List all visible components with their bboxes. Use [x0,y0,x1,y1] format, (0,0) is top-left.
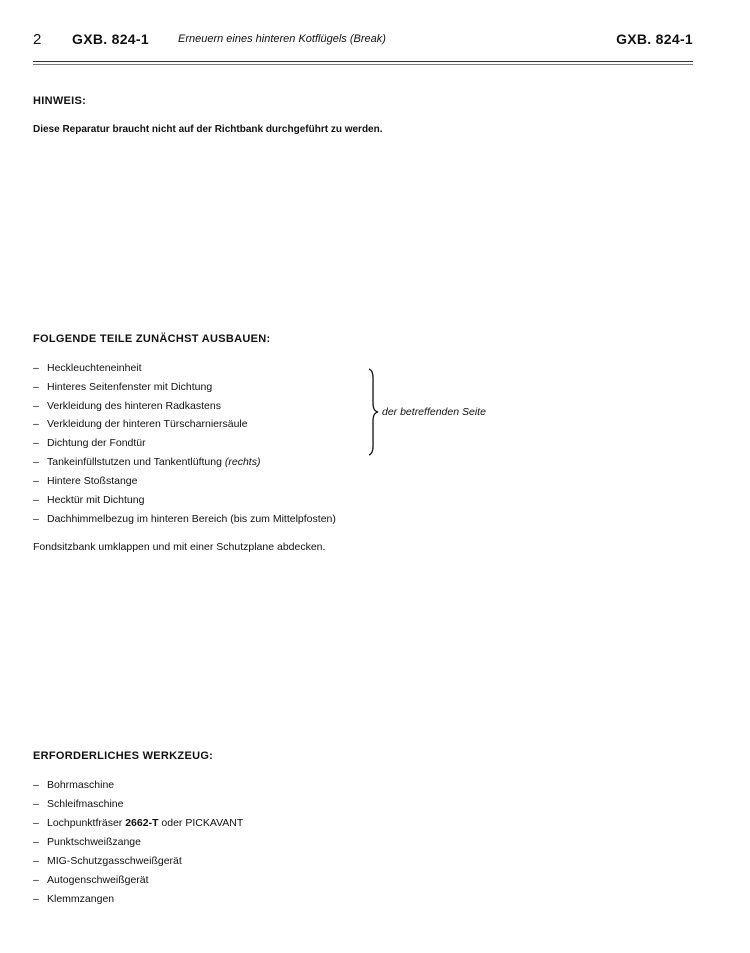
tool-item [33,893,114,905]
tool-item-text: Klemmzangen [47,893,115,905]
tool-item-text: MIG-Schutzgasschweißgerät [47,855,182,867]
document-code: GXB. 824-1 [72,31,149,47]
list-item-text: Hecktür mit Dichtung [47,494,145,506]
tool-item-text: oder PICKAVANT [158,817,244,829]
list-item [33,381,212,393]
list-item [33,362,142,374]
dash: – [33,381,39,393]
list-item [33,437,146,449]
werkzeug-heading: ERFORDERLICHES WERKZEUG: [33,750,214,762]
brace-note: der betreffenden Seite [382,406,486,418]
dash: – [33,456,39,468]
tool-item-text: Lochpunktfräser [47,817,126,829]
list-item-text: Dichtung der Fondtür [47,437,146,449]
list-item [33,400,221,412]
dash: – [33,400,39,412]
list-item-note: (rechts) [224,456,261,468]
list-item-text: Tankeinfüllstutzen und Tankentlüftung [47,456,222,468]
dash: – [33,893,39,905]
dash: – [33,475,39,487]
hinweis-text: Diese Reparatur braucht nicht auf der Richtbank durchgeführt zu werden. [33,124,383,135]
header-rule-thin [33,64,693,65]
tool-item [33,855,182,867]
page-number: 2 [33,31,42,48]
document-title: Erneuern eines hinteren Kotflügels (Break) [178,33,386,45]
curly-brace [359,368,383,456]
document-code-right: GXB. 824-1 [616,31,693,47]
tool-item-text: Punktschweißzange [47,836,141,848]
tool-item [33,874,149,886]
dash: – [33,836,39,848]
dash: – [33,437,39,449]
dash: – [33,418,39,430]
dash: – [33,779,39,791]
tool-item [33,836,141,848]
list-item-text: Dachhimmelbezug im hinteren Bereich (bis zum Mittelpfosten) [47,513,336,525]
list-item-text: Verkleidung des hinteren Radkastens [47,400,221,412]
list-item-text: Heckleuchteneinheit [47,362,142,374]
list-item [33,418,248,430]
hinweis-heading: HINWEIS: [33,95,87,107]
list-item [33,494,144,506]
dash: – [33,855,39,867]
header-rule [33,61,693,62]
list-item-text: Hinteres Seitenfenster mit Dichtung [47,381,213,393]
dash: – [33,817,39,829]
tool-item [33,798,123,810]
teile-heading: FOLGENDE TEILE ZUNÄCHST AUSBAUEN: [33,333,271,345]
dash: – [33,798,39,810]
tool-item [33,779,114,791]
dash: – [33,494,39,506]
teile-footer-text: Fondsitzbank umklappen und mit einer Schutzplane abdecken. [33,541,326,553]
list-item [33,456,260,468]
tool-item-text: Bohrmaschine [47,779,115,791]
tool-item [33,817,243,829]
dash: – [33,362,39,374]
list-item-text: Verkleidung der hinteren Türscharniersäule [47,418,248,430]
dash: – [33,513,39,525]
list-item [33,475,137,487]
tool-item-text: Autogenschweißgerät [47,874,149,886]
tool-item-text: Schleifmaschine [47,798,124,810]
list-item [33,513,336,525]
list-item-text: Hintere Stoßstange [47,475,138,487]
tool-part-number: 2662-T [125,817,159,829]
dash: – [33,874,39,886]
